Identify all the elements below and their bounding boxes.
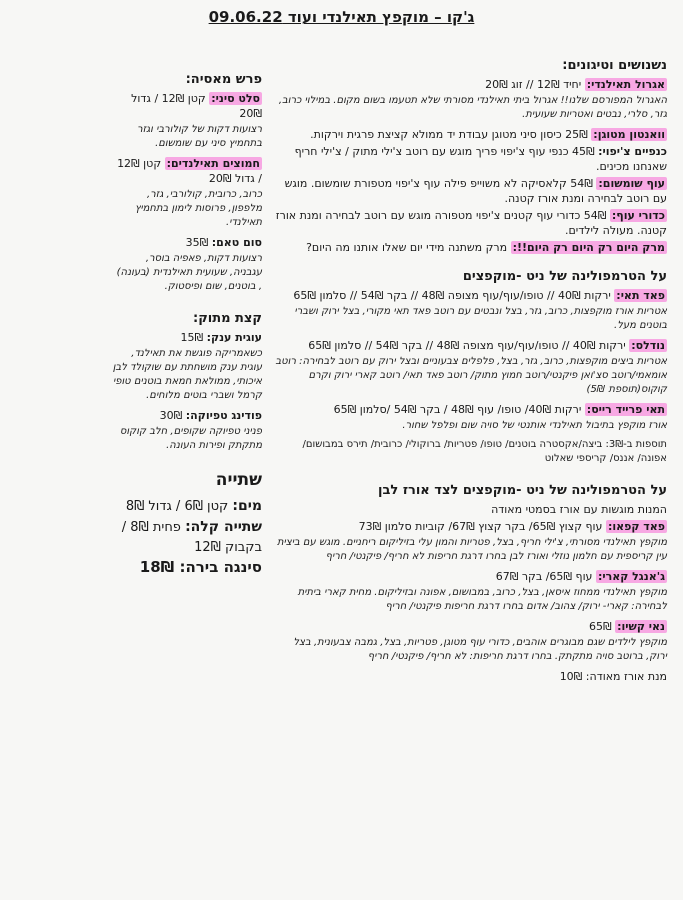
item-name: אגרול תאילנדי: [586, 78, 665, 91]
item-price: 35₪ [185, 236, 209, 249]
menu-item [112, 235, 262, 250]
item-name: ג'אנגל קארי: [597, 570, 665, 583]
item-name: סום טאם: [211, 236, 262, 249]
trampoline-heading: על הטרמפולינה של ניט -מוקפצים [462, 269, 667, 284]
snacks-heading: נשנושים וטיגונים: [562, 58, 667, 73]
item-desc: האגרול המפורסם שלנו!! אגרול ביתי תאילנדי מסורתי שלא תטעמו בשום מקום. במילוי כרוב, גזר, סלרי, נבטים ואטריות שעועית. [278, 95, 667, 120]
item-desc: מוקפץ תאילנדי ממחוז איסאן, בצל, כרוב, במבושום, אפונה ובזיליקום. מחית קארי ביתית לבחירה: קארי- ירוק/ צהוב/ אדום בחרו דרגת חריפות פיקנטי/ חריף [297, 587, 667, 612]
item-desc: אורז מוקפץ בתיבול תאילנדי אותנטי של סויה שום ופלפל שחור. [402, 420, 667, 431]
menu-item [272, 402, 667, 417]
item-desc: אטריות אורז מוקפצות, כרוב, גזר, בצל ונבטים עם רוטב פאד תאי מקורי, בצל ירוק ושברי בוטנים מעל. [294, 306, 667, 331]
beer-item: סינגה בירה: 18₪ [139, 558, 262, 576]
item-name: עוף שומשום: [598, 177, 665, 190]
drink-name: שתייה קלה: [185, 519, 262, 535]
item-price: יחיד 12₪ // זוג 20₪ [485, 78, 582, 91]
sweet-heading: קצת מתוק: [193, 311, 262, 326]
item-price: 45₪ כנפי עוף צ'יפוי פריך מוגש עם רוטב צ'ילי מתוק / צ'ילי חריף שאנחנו מכינים. [294, 145, 667, 173]
item-name: נודלס: [631, 339, 665, 352]
item-desc: פניני טפיוקה שקופים, חלב קוקוס מתקתק ופירות העונה. [119, 426, 262, 451]
item-name: כנפיים צ'יפוי: [598, 145, 667, 158]
menu-item [272, 569, 667, 584]
item-price: מרק משתנה מידי יום שאלו אותנו מה היום? [306, 241, 508, 254]
item-price: 54₪ קלאסיקה לא משוייפ פילה עוף צ'יפוי מטפורת שומשום. מוגש עם רוטב לבחירה ומנת אורז קטנה. [284, 177, 667, 205]
drinks-heading: שתייה [215, 470, 262, 490]
asian-heading: פרש מאסיה: [185, 72, 262, 87]
drink-item [112, 496, 262, 517]
menu-item [272, 144, 667, 174]
menu-item [112, 91, 262, 121]
menu-item [272, 77, 667, 92]
item-price: 15₪ [180, 331, 204, 344]
page-title: ג'קו – מוקפץ תאילנדי ועוד 09.06.22 [208, 8, 475, 26]
menu-item [112, 408, 262, 423]
item-desc: רצועות דקות, פאפיה בוסר, עגבניה, שעועית תאילנדית (בעונה) , בוטנים, שום ופיסטוק. [116, 253, 262, 292]
trampoline2-subheading: המנות מוגשות עם אורז בסמטי מאודה [491, 503, 667, 516]
drink-name: מים: [232, 498, 262, 514]
item-name: פודינג טפיוקה: [185, 409, 262, 422]
side-column [112, 72, 262, 576]
drink-item [112, 517, 262, 558]
item-name: מרק היום רק היום רק היום!!: [512, 241, 665, 254]
item-desc: אטריות ביצים מוקפצות, כרוב, גזר, בצל, פלפלים צבעוניים ובצל ירוק עם רוטב לבחירה: רוטב אומאמי/רוטב סצ'ואן פיקנטי/רוטב חמוץ מתוק/ רוטב פאד תאי/ רוטב קארי ירוק וקרם קוקוס(תוספת 5₪) [275, 356, 667, 395]
rice-item: מנת אורז מאודה: 10₪ [559, 670, 667, 683]
item-price: עוף קצוץ 65₪/ בקר קצוץ 67₪/ קוביות סלמון 73₪ [358, 520, 603, 533]
drink-price: פחית 8₪ / בקבוק 12₪ [121, 520, 262, 555]
item-price: קטן 12₪ / גדול 20₪ [117, 157, 262, 185]
extras-text: תוספות ב-3₪: ביצה/אקסטרה בוטנים/ טופו/ פטריות/ ברוקולי/ כרובית/ תירס במבושום/ אפונה/ אננס/ קריספי שאלוט [302, 439, 667, 464]
item-desc: רצועות דקות של קולורבי וגזר בתחמיץ סיני עם שומשום. [136, 124, 262, 149]
menu-item [272, 519, 667, 534]
item-desc: כרוב, כרובית, קולורבי, גזר, מלפפון, פרוסות לימון בתחמיץ תאילנדי. [134, 189, 262, 228]
main-column [272, 58, 667, 686]
trampoline2-heading: על הטרמפולינה של ניט -מוקפצים לצד אורז לבן [378, 483, 667, 498]
menu-item [272, 619, 667, 634]
item-name: סלט סיני: [211, 92, 260, 105]
item-desc: מוקפץ לילדים שגם מבוגרים אוהבים, כדורי עוף מטוגן, פטריות, בצל, גמבה צבעונית, בצל ירוק, ברוטב סויה מתקתק. בחרו דרגת חריפות: לא חריף/ פיקנטי/ חריף [293, 637, 667, 662]
menu-item [272, 240, 667, 255]
menu-item [272, 288, 667, 303]
menu-item [272, 176, 667, 206]
item-desc: מוקפץ תאילנדי מסורתי, צ'ילי חריף, בצל, פטריות והמון עלי בזיליקום ריחניים. מוגש עם ביצית עין קריספית עם חלמון נוזלי ואורז לבן בחרו דרגת חריפות לא חריף/ פיקנטי/ חריף [276, 537, 667, 562]
menu-item [272, 208, 667, 238]
item-name: פאד תאי: [616, 289, 665, 302]
item-name: וואנטון מטוגן: [593, 128, 665, 141]
drink-price: קטן 6₪ / גדול 8₪ [125, 499, 229, 514]
item-desc: כשאמריקה פוגשת את תאילנד, עוגית ענק מושחתת עם שוקולד לבן איכותי, ממולאת חמאת בוטנים טופי קרמל ושברי בוטים מלוחים. [112, 348, 262, 401]
item-price: ירקות 40₪ // טופו/עוף/עוף מצופה 48₪ // בקר 54₪ // סלמון 65₪ [293, 289, 611, 302]
menu-item [112, 330, 262, 345]
item-price: 30₪ [159, 409, 183, 422]
item-price: ירקות 40₪ // טופו/עוף/עוף מצופה 48₪ // בקר 54₪ // סלמון 65₪ [308, 339, 626, 352]
item-price: 25₪ כיסון סיני מטוגן עבודת יד ממולא קציצת פרגית וירקות. [310, 128, 588, 141]
item-name: עוגית ענק: [206, 331, 262, 344]
item-name: תאי פרייד רייס: [586, 403, 665, 416]
menu-item [112, 156, 262, 186]
item-name: כדורי עוף: [611, 209, 665, 222]
item-price: ירקות 40₪/ טופו/ עוף 48₪ / בקר 54₪ /סלמון 65₪ [333, 403, 582, 416]
item-name: פאד קפאו: [607, 520, 665, 533]
item-price: 54₪ כדורי עוף קטנים צ'יפוי מטפורה מוגש עם רוטב לבחירה ומנת אורז קטנה. מעולה לילדים. [275, 209, 667, 237]
menu-item [272, 338, 667, 353]
item-price: קטן 12₪ / גדול 20₪ [131, 92, 262, 120]
item-name: נאי קשיו: [617, 620, 665, 633]
item-name: חמוצים תאילנדים: [166, 157, 260, 170]
menu-item [272, 127, 667, 142]
item-price: 65₪ [588, 620, 612, 633]
item-price: עוף 65₪/ בקר 67₪ [495, 570, 593, 583]
